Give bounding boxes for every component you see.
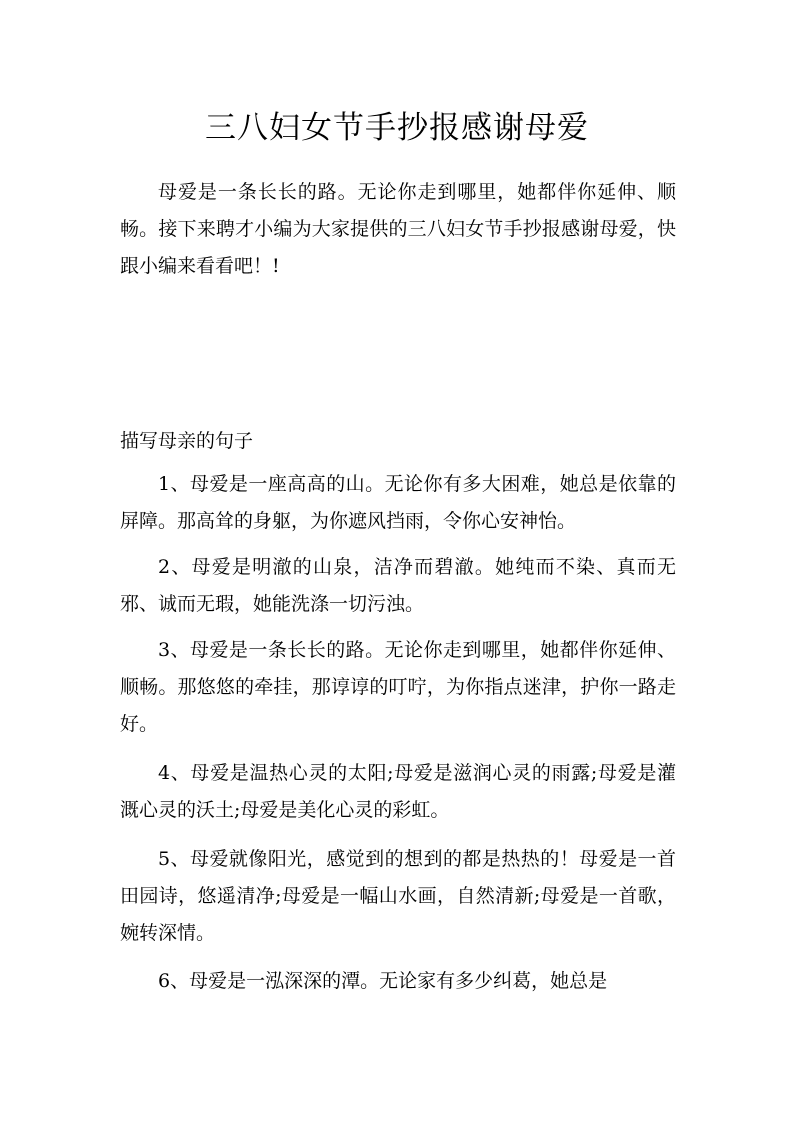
list-item: 2、母爱是明澈的山泉，洁净而碧澈。她纯而不染、真而无邪、诚而无瑕，她能洗涤一切污浊。 <box>120 556 676 615</box>
list-item: 6、母爱是一泓深深的潭。无论家有多少纠葛，她总是 <box>158 970 608 992</box>
section-heading: 描写母亲的句子 <box>120 430 254 452</box>
list-item: 1、母爱是一座高高的山。无论你有多大困难，她总是依靠的屏障。那高耸的身躯，为你遮风挡雨，令你心安神怡。 <box>120 473 676 532</box>
list-item: 3、母爱是一条长长的路。无论你走到哪里，她都伴你延伸、顺畅。那悠悠的牵挂，那谆谆的叮咛，为你指点迷津，护你一路走好。 <box>120 639 676 735</box>
list-item: 4、母爱是温热心灵的太阳;母爱是滋润心灵的雨露;母爱是灌溉心灵的沃土;母爱是美化心灵的彩虹。 <box>120 762 676 821</box>
document-title: 三八妇女节手抄报感谢母爱 <box>205 110 589 146</box>
list-item: 5、母爱就像阳光，感觉到的想到的都是热热的！母爱是一首田园诗，悠遥清净;母爱是一幅山水画，自然清新;母爱是一首歌，婉转深情。 <box>120 848 676 944</box>
intro-paragraph: 母爱是一条长长的路。无论你走到哪里，她都伴你延伸、顺畅。接下来聘才小编为大家提供的三八妇女节手抄报感谢母爱，快跟小编来看看吧！! <box>120 181 676 277</box>
